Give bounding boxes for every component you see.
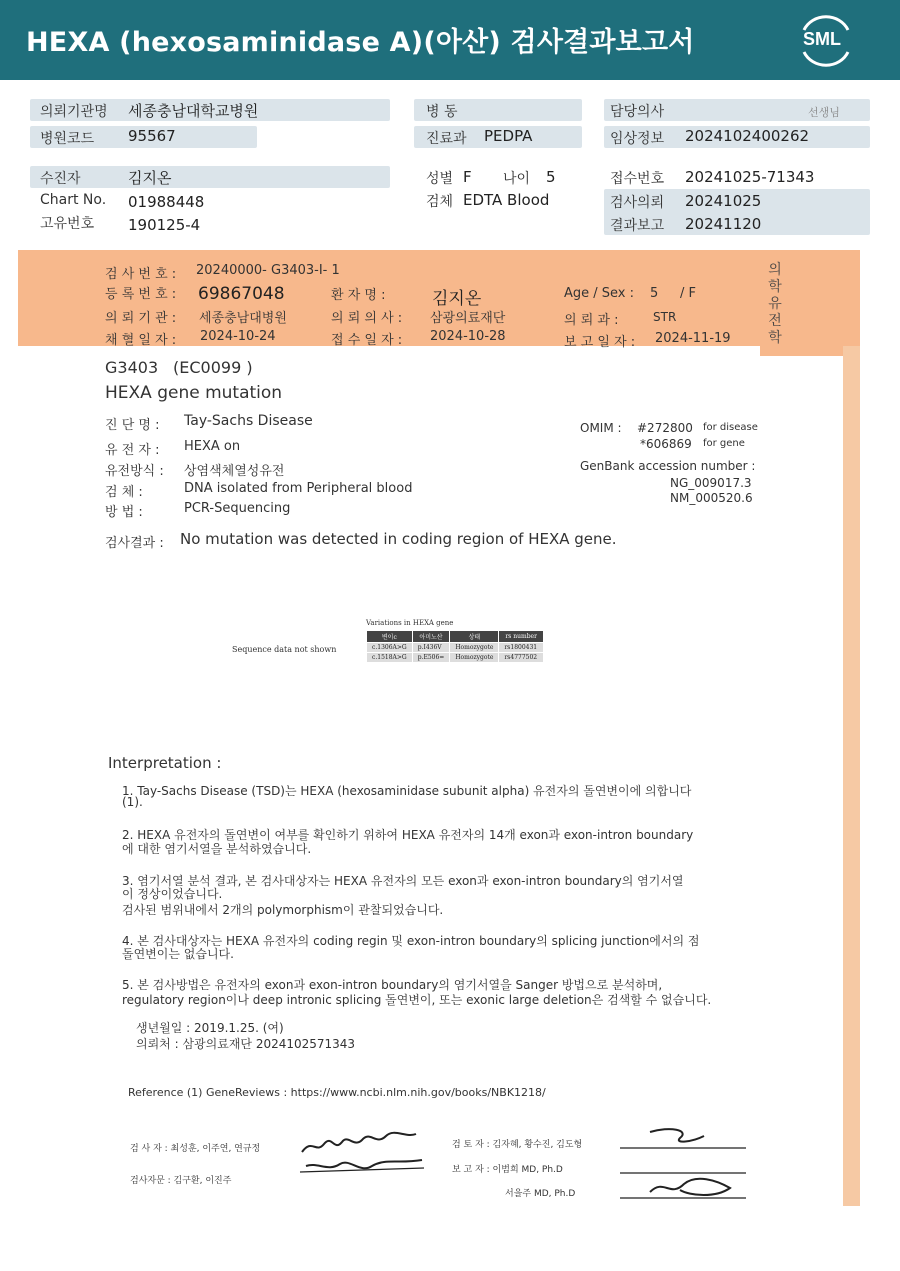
- info-row-bg: [30, 166, 390, 188]
- omim-label: OMIM :: [580, 421, 622, 435]
- page-title: HEXA (hexosaminidase A)(아산) 검사결과보고서: [26, 27, 695, 58]
- test-no-label: 검 사 번 호 :: [105, 267, 177, 282]
- doctor-label: 담당의사: [610, 104, 665, 120]
- test-code: G3403: [105, 358, 159, 377]
- dept-label: 진료과: [426, 131, 467, 147]
- vertical-dept-label: [764, 262, 786, 347]
- table-cell: p.I436V: [412, 643, 450, 653]
- method-label: 방 법 :: [105, 505, 143, 520]
- vertical-char: 의: [768, 262, 782, 278]
- report-patient-value: 김지온: [432, 289, 482, 309]
- chart-label: Chart No.: [40, 192, 107, 208]
- report-doctor-label: 의 뢰 의 사 :: [331, 311, 403, 326]
- result-label: 검사결과 :: [105, 536, 164, 551]
- hospital-code-label: 병원코드: [40, 131, 95, 147]
- omim-disease-note: for disease: [703, 422, 758, 433]
- receive-value: 2024-10-28: [430, 329, 506, 344]
- interp-line: 1. Tay-Sachs Disease (TSD)는 HEXA (hexosaminidase subunit alpha) 유전자의 돌연변이에 의합니다: [122, 784, 692, 798]
- interp-line: 이 정상이었습니다.: [122, 887, 223, 901]
- report-doctor-value: 삼광의료재단: [430, 311, 506, 326]
- genbank-label: GenBank accession number :: [580, 459, 756, 473]
- requesting-org-label: 의뢰기관명: [40, 104, 108, 120]
- report-org-value: 세종충남대병원: [199, 311, 287, 326]
- test-code-sub: (EC0099 ): [173, 358, 253, 377]
- report-dept-value: STR: [653, 310, 677, 324]
- table-cell: c.1518A>G: [367, 653, 413, 663]
- method-value: PCR-Sequencing: [184, 501, 291, 516]
- specimen-value: EDTA Blood: [463, 191, 550, 209]
- gene-value: HEXA on: [184, 439, 241, 454]
- receive-label: 접 수 일 자 :: [331, 333, 403, 348]
- table-row: [367, 653, 544, 663]
- interp-line: 검사된 범위내에서 2개의 polymorphism이 관찰되었습니다.: [122, 903, 444, 917]
- variations-header: 상태: [450, 631, 499, 643]
- vertical-char: 학: [768, 330, 782, 346]
- patient-label: 수진자: [40, 171, 81, 187]
- interp-line: 2. HEXA 유전자의 돌연변이 여부를 확인하기 위하여 HEXA 유전자의 14개 exon과 exon-intron boundary: [122, 828, 694, 842]
- reference: Reference (1) GeneReviews : https://www.ncbi.nlm.nih.gov/books/NBK1218/: [128, 1086, 546, 1099]
- reg-no-label: 등 록 번 호 :: [105, 287, 177, 302]
- report-age: 5: [650, 286, 659, 301]
- report-date-label: 결과보고: [610, 218, 665, 234]
- patient-value: 김지온: [128, 169, 172, 187]
- report-side-strip: [843, 346, 860, 1206]
- reg-no-value: 69867048: [198, 284, 285, 304]
- inherit-value: 상염색체열성유전: [184, 464, 285, 479]
- gene-title: HEXA gene mutation: [105, 383, 283, 403]
- report-date-value: 2024-11-19: [655, 331, 731, 346]
- reporter2: 서을주 MD, Ph.D: [505, 1189, 576, 1199]
- reporter: 보 고 자 : 이범희 MD, Ph.D: [452, 1165, 563, 1175]
- gene-label: 유 전 자 :: [105, 443, 160, 458]
- interp-title: Interpretation :: [108, 754, 222, 772]
- test-no-value: 20240000- G3403-I- 1: [196, 263, 340, 278]
- genbank-2: NM_000520.6: [670, 491, 753, 505]
- collect-value: 2024-10-24: [200, 329, 276, 344]
- unique-label: 고유번호: [40, 216, 95, 232]
- vertical-char: 학: [768, 279, 782, 295]
- logo-text: SML: [803, 29, 841, 49]
- receipt-label: 접수번호: [610, 171, 665, 187]
- scanned-report: [0, 250, 900, 1210]
- header-bar: [0, 0, 900, 80]
- report-dept-label: 의 뢰 과 :: [564, 313, 619, 328]
- genbank-1: NG_009017.3: [670, 476, 752, 490]
- tester-signature-icon: [298, 1118, 428, 1188]
- ward-label: 병 동: [426, 104, 458, 120]
- inherit-label: 유전방식 :: [105, 464, 164, 479]
- doctor-suffix: 선생님: [808, 106, 840, 119]
- omim-disease: #272800: [637, 421, 693, 435]
- table-cell: c.1306A>G: [367, 643, 413, 653]
- report-date-value: 20241120: [685, 215, 762, 233]
- variations-title: Variations in HEXA gene: [366, 619, 454, 627]
- clinical-value: 2024102400262: [685, 127, 810, 145]
- vertical-char: 유: [768, 296, 782, 312]
- specimen-label: 검체: [426, 194, 454, 210]
- dx-value: Tay-Sachs Disease: [184, 413, 313, 429]
- interp-line: 5. 본 검사방법은 유전자의 exon과 exon-intron boundary의 염기서열을 Sanger 방법으로 분석하며,: [122, 978, 663, 992]
- age-value: 5: [546, 168, 556, 186]
- requesting-org-value: 세종충남대학교병원: [128, 102, 259, 120]
- dept-value: PEDPA: [484, 127, 533, 145]
- table-cell: Homozygote: [450, 653, 499, 663]
- interp-line: 에 대한 염기서열을 분석하였습니다.: [122, 842, 312, 856]
- variations-header: 아미노산: [412, 631, 450, 643]
- unique-value: 190125-4: [128, 216, 201, 234]
- table-row: [367, 643, 544, 653]
- table-cell: rs4777502: [499, 653, 544, 663]
- omim-gene: *606869: [640, 437, 692, 451]
- vertical-char: 전: [768, 313, 782, 329]
- collect-label: 채 혈 일 자 :: [105, 333, 177, 348]
- request-date-value: 20241025: [685, 192, 762, 210]
- result-value: No mutation was detected in coding region of HEXA gene.: [180, 530, 617, 548]
- tester: 검 사 자 : 최성훈, 이주연, 연규정: [130, 1144, 261, 1154]
- tester-advisor: 검사자문 : 김구환, 이진주: [130, 1176, 232, 1186]
- sex-value: F: [463, 168, 472, 186]
- age-label: 나이: [503, 171, 531, 187]
- report-org-label: 의 뢰 기 관 :: [105, 311, 177, 326]
- chart-value: 01988448: [128, 193, 205, 211]
- report-patient-label: 환 자 명 :: [331, 288, 386, 303]
- dx-label: 진 단 명 :: [105, 418, 160, 433]
- table-cell: rs1800431: [499, 643, 544, 653]
- report-date-label: 보 고 일 자 :: [564, 335, 636, 350]
- hospital-code-value: 95567: [128, 127, 176, 145]
- table-cell: Homozygote: [450, 643, 499, 653]
- variations-header: 변이c: [367, 631, 413, 643]
- age-sex-label: Age / Sex :: [564, 286, 635, 301]
- variations-table: [366, 630, 544, 663]
- clinical-label: 임상정보: [610, 131, 665, 147]
- seq-note: Sequence data not shown: [232, 645, 337, 654]
- specimen-method-label: 검 체 :: [105, 485, 143, 500]
- interp-line: regulatory region이나 deep intronic splicing 돌연변이, 또는 exonic large deletion은 검색할 수 없습니다.: [122, 993, 712, 1007]
- variations-header: rs number: [499, 631, 544, 643]
- interp-line: 4. 본 검사대상자는 HEXA 유전자의 coding regin 및 exon-intron boundary의 splicing junction에서의 점: [122, 934, 700, 948]
- birth-date: 생년월일 : 2019.1.25. (여): [136, 1021, 284, 1035]
- sex-label: 성별: [426, 171, 454, 187]
- request-date-label: 검사의뢰: [610, 195, 665, 211]
- requester: 의뢰처 : 삼광의료재단 2024102571343: [136, 1037, 356, 1051]
- reviewer-signature-icon: [620, 1118, 750, 1208]
- omim-gene-note: for gene: [703, 438, 745, 449]
- specimen-method-value: DNA isolated from Peripheral blood: [184, 481, 413, 496]
- interp-line: 3. 염기서열 분석 결과, 본 검사대상자는 HEXA 유전자의 모든 exon과 exon-intron boundary의 염기서열: [122, 874, 684, 888]
- interp-line: (1).: [122, 795, 143, 809]
- table-cell: p.E506=: [412, 653, 450, 663]
- reviewer: 검 토 자 : 김자혜, 황수진, 김도형: [452, 1140, 583, 1150]
- sml-logo: [796, 12, 856, 68]
- interp-line: 돌연변이는 없습니다.: [122, 947, 234, 961]
- receipt-value: 20241025-71343: [685, 168, 815, 186]
- report-sex: / F: [680, 286, 696, 301]
